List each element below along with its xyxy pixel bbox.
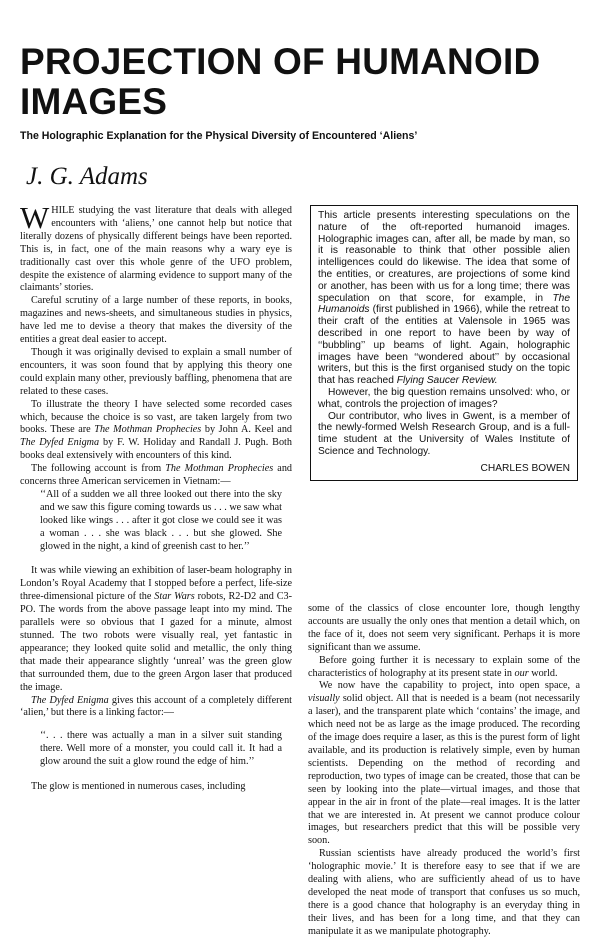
article-title: PROJECTION OF HUMANOID IMAGES <box>20 41 541 122</box>
block-quote <box>40 489 282 554</box>
paragraph <box>308 680 580 848</box>
paragraph-intro <box>20 200 292 295</box>
text-run: (first published in 1966), while the retreat to their craft of the entities at Valensole in 1965 was described in one report to have been by way of ‘‘bubbling’’ up beams of light. Again, holographic images have been ‘‘wondered about’’ by occasional writers, but this is the first organised study on the topic that has reached <box>318 304 570 387</box>
editor-signature: CHARLES BOWEN <box>480 462 570 474</box>
block-quote <box>40 730 282 769</box>
paragraph <box>20 565 292 694</box>
editor-paragraph: However, the big question remains unsolved: who, or what, controls the projection of images? <box>318 386 570 410</box>
text-run: Russian scientists have already produced the world’s first ‘holographic movie.’ It is therefore easy to see that if we are dealing with aliens, who are sufficiently ahead of us to have developed the neat mode of transport that confuses us so much, there is a good chance that holography is an everyday thing in their lives, and has been for a long time, and that they can manipulate it as we manipulate <box>308 848 580 937</box>
text-run: To illustrate the theory I have selected some recorded cases which, because the choice is so vast, are taken largely from two books. These are <box>20 398 292 436</box>
text-run: robots, R2-D2 and C3-PO. The words from the above passage leapt into my mind. The parallels were so obvious that I gazed for a minute, almost stunned. The two robots were visually real, yet fantastic in appearance; they looked quite solid and metallic, the only thing that made their appearance slightly ‘unreal’ was the green glow that surrounded them, due to the green Argon laser that produced the image. <box>20 591 292 693</box>
text-run: We now have the capability to project, into open space, a <box>319 680 580 692</box>
italic-text: visually <box>308 693 340 705</box>
article-subtitle: The Holographic Explanation for the Physical Diversity of Encountered ‘Aliens’ <box>20 130 418 142</box>
left-column <box>20 200 293 835</box>
text-run: gives this account of a completely different ‘alien,’ but there is a linking factor:— <box>20 694 292 719</box>
text-run: world. <box>528 667 558 679</box>
book-title: The Humanoids <box>318 292 570 316</box>
editor-paragraph <box>318 210 570 387</box>
book-title: The Dyfed Enigma <box>31 694 109 706</box>
paragraph <box>308 848 580 938</box>
paragraph <box>20 399 292 464</box>
text-run: by F. W. Holiday and Randall J. Pugh. Both books deal extensively with encounters of this kind. <box>20 437 292 462</box>
drop-cap: W <box>20 200 50 235</box>
paragraph <box>20 463 292 489</box>
text-run: by John A. Keel and <box>201 424 293 436</box>
text-run: photography. <box>437 925 491 937</box>
paragraph: The glow is mentioned in numerous cases, including <box>31 781 246 793</box>
paragraph <box>308 655 580 681</box>
editor-paragraph: Our contributor, who lives in Gwent, is a member of the newly-formed Welsh Research Group, and is a full-time student at the University of Wales Institute of Science and Technology. <box>318 410 570 457</box>
paragraph: some of the classics of close encounter lore, though lengthy accounts are usually the only ones that mention a detail which, on the face of it, does not seem very significant. Perhaps it is more significant than we assume. <box>308 603 580 653</box>
text-run: This article presents interesting speculations on the nature of the oft-reported humanoid images. Holographic images can, after all, be made by man, so it is reasonable to think that other possible alien intelligences could do likewise. The idea that some of the entities, or creatures, are projections of some kind or another, has been with us for a long time; there was speculation on that score, for example, in <box>318 210 570 304</box>
text-run: solid object. All that is needed is a beam (not necessarily a laser), and the transparent plate which ‘contains’ the image, and which need not be as large as the image produced. The recording of the image does require a laser, as this is the purest form of light available, and its production is relatively simple, even by human scientists. Depending on the method of recording and reproduction, two types of image can be created, those that can be seen by looking into the plate—virtual images, and those that appear in the air in front of the plate—real images. It is the latter that we are interested in. At present we cannot produce colour images, but researchers predict that this will be possible very soon. <box>308 693 580 847</box>
paragraph: Careful scrutiny of a large number of these reports, in books, magazines and news-sheets, and simultaneous studies in physics, have led me to devise a theory that makes the diversity of the entities a great deal easier to accept. <box>20 295 292 346</box>
text-run: It was while viewing an exhibition of laser-beam holography in London’s Royal Academy that I stopped before a perfect, life-size three-dimensional picture of the <box>20 565 292 603</box>
paragraph-text: HILE studying the vast literature that deals with alleged encounters with ‘aliens,’ one cannot help but notice that literally dozens of physically different beings have been reported. This is, in fact, one of the main reasons why a wary eye is traditionally cast over this whole genre of the UFO problem, despite the existence of alarming evidence to support many of the claimants’ stories. <box>20 205 292 294</box>
quote-text: ‘‘. . . there was actually a man in a silver suit standing there. Well more of a monster, you could call it. It had a glow around the suit a glow round the edge of him.’’ <box>40 730 282 768</box>
editor-note-box <box>310 205 578 481</box>
paragraph <box>20 695 292 721</box>
quote-text: ‘‘All of a sudden we all three looked out there into the sky and we saw this figure coming towards us . . . we saw what looked like wings . . . after it got close we could see it was a woman . . . she was black . . . but she glowed. She glowed in the night, a kind of greenish cast to her.’’ <box>40 488 282 552</box>
magazine-title: Flying Saucer Review. <box>396 375 498 387</box>
text-run: The following account is from <box>31 463 166 475</box>
book-title: The Dyfed Enigma <box>20 437 100 449</box>
right-column <box>308 603 580 937</box>
paragraph: Though it was originally devised to explain a small number of encounters, it was soon found that by applying this theory one could explain many other, previously baffling, phenomena that are related to these cases. <box>20 346 292 397</box>
book-title: The Mothman Prophecies <box>94 424 202 436</box>
text-run: and concerns three American servicemen in Vietnam:— <box>20 463 293 488</box>
italic-text: our <box>514 667 529 679</box>
author-byline: J. G. Adams <box>26 163 148 190</box>
italic-text: Star Wars <box>154 591 195 603</box>
book-title: The Mothman Prophecies <box>165 463 274 475</box>
text-run: Before going further it is necessary to explain some of the characteristics of holography at its present state in <box>308 654 580 679</box>
